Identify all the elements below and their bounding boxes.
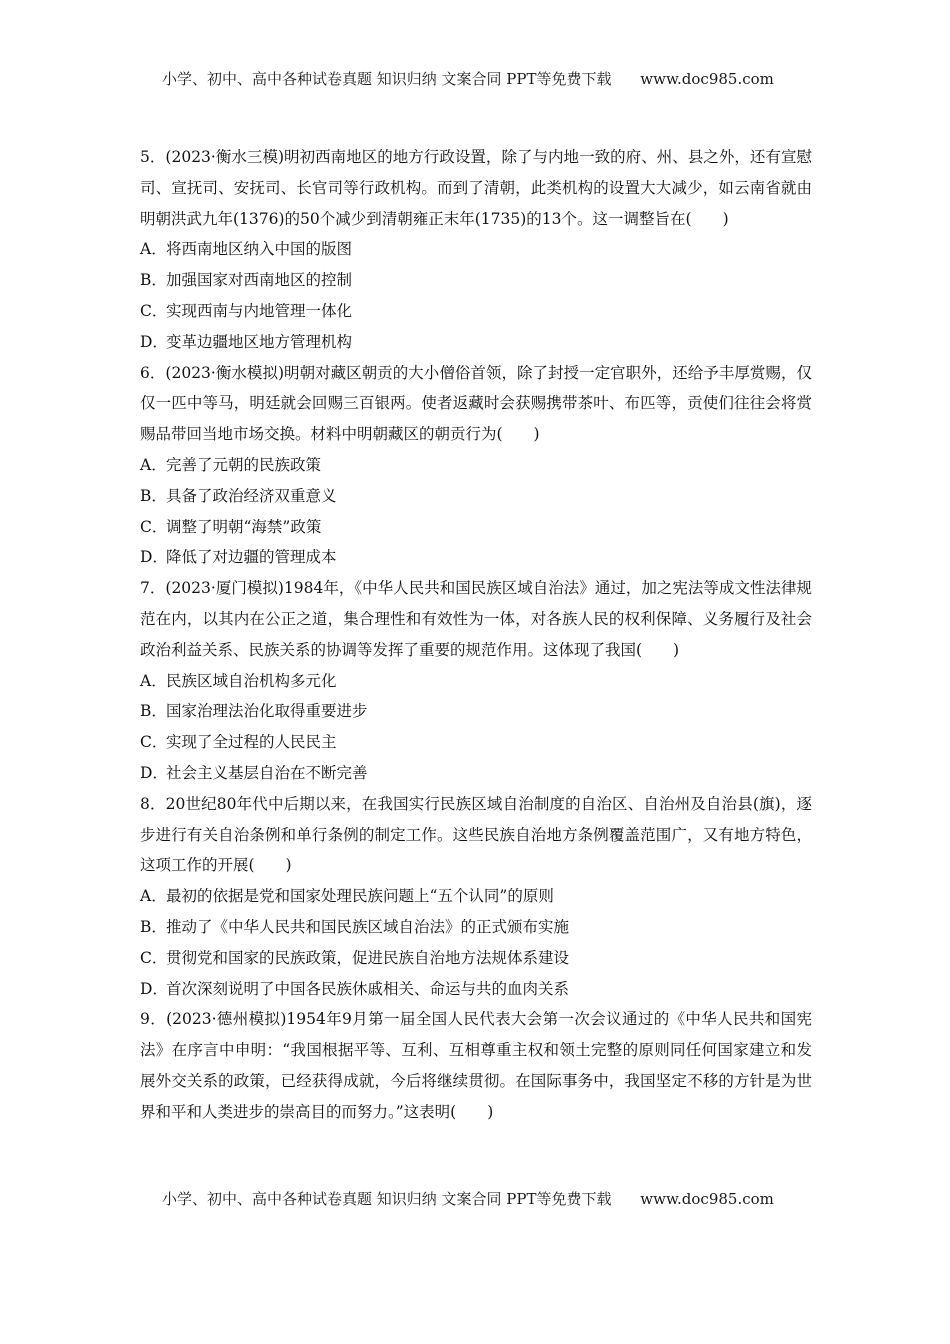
option-b: [140, 265, 812, 296]
question-stem: [140, 1004, 812, 1127]
option-c: [140, 727, 812, 758]
option-text: 民族区域自治机构多元化: [166, 671, 337, 690]
question-stem: [140, 358, 812, 450]
option-letter: A．: [140, 671, 167, 690]
option-text: 实现西南与内地管理一体化: [166, 301, 353, 320]
question-text: (2023·衡水模拟)明朝对藏区朝贡的大小僧俗首领，除了封授一定官职外，还给予丰厚赏赐，仅仅一匹中等马，明廷就会回赐三百银两。使者返藏时会获赐携带茶叶、布匹等，贡使们往往会将赏赐品带回当地市场交换。材料中明朝藏区的朝贡行为( ): [140, 363, 812, 444]
option-c: [140, 943, 812, 974]
header-url: www.doc985.com: [640, 70, 774, 88]
option-letter: A．: [140, 455, 167, 474]
question-number: 6．: [140, 363, 166, 382]
option-c: [140, 512, 812, 543]
option-text: 完善了元朝的民族政策: [166, 455, 322, 474]
option-text: 国家治理法治化取得重要进步: [166, 702, 368, 721]
option-a: [140, 666, 812, 697]
option-text: 首次深刻说明了中国各民族休戚相关、命运与共的血肉关系: [166, 979, 570, 998]
option-b: [140, 912, 812, 943]
question-text: 20世纪80年代中后期以来，在我国实行民族区域自治制度的自治区、自治州及自治县(旗)，逐步进行有关自治条例和单行条例的制定工作。这些民族自治地方条例覆盖范围广，又有地方特色，这项工作的开展( ): [140, 794, 812, 875]
option-text: 最初的依据是党和国家处理民族问题上“五个认同”的原则: [166, 887, 554, 906]
question-number: 5．: [140, 148, 166, 166]
option-letter: B．: [140, 271, 167, 290]
option-letter: D．: [140, 332, 168, 351]
option-a: [140, 450, 812, 481]
option-text: 加强国家对西南地区的控制: [166, 271, 353, 290]
option-a: [140, 881, 812, 912]
option-letter: C．: [140, 301, 168, 320]
option-letter: C．: [140, 517, 168, 536]
question-8: [140, 789, 812, 1005]
option-letter: A．: [140, 240, 167, 259]
question-text: (2023·衡水三模)明初西南地区的地方行政设置，除了与内地一致的府、州、县之外，还有宣慰司、宣抚司、安抚司、长官司等行政机构。而到了清朝，此类机构的设置大大减少，如云南省就由明朝洪武九年(1376)的50个减少到清朝雍正末年(1735)的13个。这一调整旨在( ): [140, 148, 812, 228]
question-stem: [140, 142, 812, 234]
option-text: 贯彻党和国家的民族政策，促进民族自治地方法规体系建设: [166, 948, 570, 967]
footer-text: 小学、初中、高中各种试卷真题 知识归纳 文案合同 PPT等免费下载: [162, 1190, 612, 1208]
header-text: 小学、初中、高中各种试卷真题 知识归纳 文案合同 PPT等免费下载: [162, 70, 612, 88]
question-text: (2023·厦门模拟)1984年，《中华人民共和国民族区域自治法》通过，加之宪法等成文性法律规范在内，以其内在公正之道，集合理性和有效性为一体，对各族人民的权利保障、义务履行及社会政治利益关系、民族关系的协调等发挥了重要的规范作用。这体现了我国( ): [140, 579, 812, 659]
option-text: 变革边疆地区地方管理机构: [166, 332, 353, 351]
question-stem: [140, 789, 812, 881]
option-text: 推动了《中华人民共和国民族区域自治法》的正式颁布实施: [166, 917, 570, 936]
option-text: 具备了政治经济双重意义: [166, 486, 337, 505]
option-letter: B．: [140, 486, 167, 505]
option-letter: A．: [140, 887, 167, 906]
question-6: [140, 358, 812, 574]
page-footer: [162, 1189, 802, 1209]
question-number: 9．: [140, 1010, 167, 1029]
option-letter: D．: [140, 763, 168, 782]
option-text: 将西南地区纳入中国的版图: [166, 240, 353, 259]
footer-url: www.doc985.com: [640, 1190, 774, 1208]
option-d: [140, 974, 812, 1005]
option-a: [140, 234, 812, 265]
option-b: [140, 696, 812, 727]
option-d: [140, 327, 812, 358]
question-text: (2023·德州模拟)1954年9月第一届全国人民代表大会第一次会议通过的《中华人民共和国宪法》在序言中申明：“我国根据平等、互利、互相尊重主权和领土完整的原则同任何国家建立和发展外交关系的政策，已经获得成就，今后将继续贯彻。在国际事务中，我国坚定不移的方针是为世界和平和人类进步的崇高目的而努力。”这表明( ): [140, 1010, 812, 1121]
option-d: [140, 758, 812, 789]
question-number: 8．: [140, 794, 166, 813]
question-stem: [140, 573, 812, 665]
option-letter: C．: [140, 948, 168, 967]
question-7: [140, 573, 812, 789]
option-text: 降低了对边疆的管理成本: [166, 548, 337, 567]
option-d: [140, 542, 812, 573]
option-b: [140, 481, 812, 512]
page-header: [162, 69, 802, 89]
option-letter: B．: [140, 917, 167, 936]
option-letter: C．: [140, 733, 168, 752]
question-5: [140, 142, 812, 358]
question-list: [140, 142, 812, 1128]
option-letter: D．: [140, 979, 168, 998]
question-9: [140, 1004, 812, 1127]
option-text: 调整了明朝“海禁”政策: [166, 517, 322, 536]
option-letter: B．: [140, 702, 167, 721]
option-c: [140, 296, 812, 327]
option-text: 社会主义基层自治在不断完善: [166, 763, 368, 782]
question-number: 7．: [140, 579, 166, 598]
option-text: 实现了全过程的人民民主: [166, 733, 337, 752]
option-letter: D．: [140, 548, 168, 567]
